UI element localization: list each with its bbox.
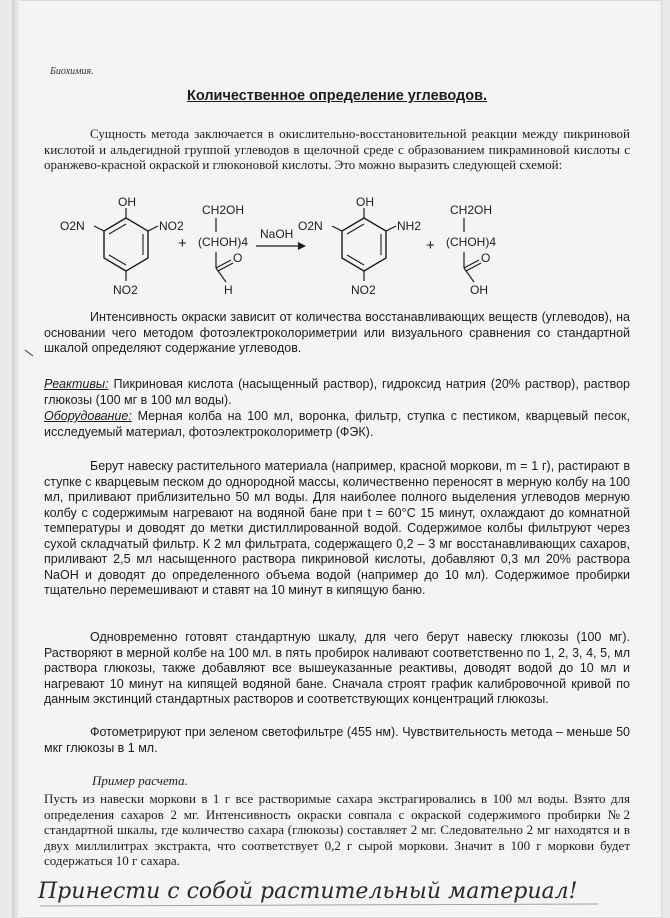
- equipment-paragraph: [44, 409, 630, 440]
- picramic-acid-structure: [298, 196, 421, 297]
- plus-sign: +: [426, 237, 435, 254]
- no2-bottom-label: NO2: [351, 283, 376, 297]
- o2n-label: O2N: [298, 219, 323, 233]
- oh-label: OH: [356, 196, 374, 209]
- example-title: Пример расчета.: [92, 773, 188, 788]
- reagents-label: Реактивы:: [44, 377, 109, 391]
- intro-paragraph: Сущность метода заключается в окислительно-восстановительной реакции между пикриновой кислотой и альдегидной группой углеводов в щелочной среде с образованием пикраминовой кислоты с оранжево-красной окраской и глюконовой кислоты. Это можно выразить следующей схемой:: [44, 126, 630, 172]
- page-title: Количественное определение углеводов.: [186, 88, 488, 104]
- chohn-label: (CHOH)4: [446, 235, 496, 249]
- photometry-paragraph: Фотометрируют при зеленом светофильтре (455 нм). Чувствительность метода – меньше 50 мкг глюкозы в 1 мл.: [44, 725, 630, 755]
- o-label: O: [233, 251, 243, 265]
- reaction-scheme: [46, 196, 646, 308]
- ch2oh-label: CH2OH: [450, 203, 493, 217]
- chohn-label: (CHOH)4: [198, 235, 248, 249]
- naoh-label: NaOH: [260, 227, 294, 241]
- example-paragraph: Пусть из навески моркови в 1 г все растворимые сахара экстрагировались в 100 мл воды. Взято для определения сахаров 2 мг. Интенсивность окраски совпала с окраской содержимого пробирки №2 стандартной шкалы, где количество сахара (глюкозы) составляет 2 мг. Следовательно 2 мг находятся и в двух миллилитрах экстракта, что соответствует 0,2 г сырой моркови. Значит в 100 г моркови будет содержаться 10 г сахара.: [44, 791, 630, 868]
- reagents-paragraph: [44, 377, 630, 408]
- ch2oh-label: CH2OH: [202, 203, 245, 217]
- color-intensity-paragraph: Интенсивность окраски зависит от количества восстанавливающих веществ (углеводов), на основании чего методом фотоэлектроколориметрии или визуального сравнения со стандартной шкалой определяют содержание углеводов.: [44, 310, 630, 355]
- margin-tick-mark: [24, 348, 34, 358]
- reagents-text: Пикриновая кислота (насыщенный раствор), гидроксид натрия (20% раствор), раствор глюкозы (100 мг в 100 мл воды).: [44, 377, 630, 407]
- nh2-label: NH2: [397, 219, 422, 233]
- no2-bottom-label: NO2: [113, 283, 138, 297]
- standard-scale-paragraph: Одновременно готовят стандартную шкалу, для чего берут навеску глюкозы (100 мг). Растворяют в мерной колбе на 100 мл. в пять пробирок наливают соответственно по 1, 2, 3, 4, 5, мл раствора глюкозы, также добавляют все вышеуказанные реактивы, доводят водой до 10 мл и нагревают 10 минут на кипящей водяной бане. Сначала строят график калибровочной кривой по данным экстинций стандартных растворов и соответствующих концентраций глюкозы.: [44, 630, 630, 706]
- h-label: H: [224, 283, 233, 297]
- equipment-label: Оборудование:: [44, 409, 132, 423]
- plus-sign: +: [178, 235, 187, 252]
- o2n-label: O2N: [60, 219, 85, 233]
- equipment-text: Мерная колба на 100 мл, воронка, фильтр, ступка с пестиком, кварцевый песок, исследуемый материал, фотоэлектроколориметр (ФЭК).: [44, 409, 630, 439]
- handwritten-note: [38, 868, 638, 914]
- document-page: [12, 0, 662, 918]
- oh-label: OH: [470, 283, 488, 297]
- oh-label: OH: [118, 196, 136, 209]
- course-label: Биохимия.: [50, 66, 94, 77]
- picric-acid-structure: [60, 196, 184, 297]
- gluconic-acid-structure: [446, 203, 496, 297]
- procedure-paragraph: Берут навеску растительного материала (например, красной моркови, m = 1 г), растирают в ступке с кварцевым песком до однородной массы, количественно переносят в мерную колбу на 100 мл, приливают приблизительно 50 мл воды. Для наиболее полного выделения углеводов мерную колбу с содержимым нагревают на водяной бане при t = 60°C 15 минут, охлаждают до комнатной температуры и доводят до метки дистиллированной водой. Содержимое колбы фильтруют через сухой складчатый фильтр. К 2 мл фильтрата, содержащего 0,2 – 3 мг восстанавливающих сахаров, приливают 2,5 мл насыщенного раствора пикриновой кислоты, добавляют 0,3 мл 20% раствора NaOH и доводят до определенного объема водой (например до 10 мл). Содержимое пробирки тщательно перемешивают и ставят на 10 минут в кипящую баню.: [44, 459, 630, 597]
- no2-label: NO2: [159, 219, 184, 233]
- o-label: O: [481, 251, 491, 265]
- glucose-structure: [198, 203, 248, 297]
- svg-text:Принести с собой растительный: Принести с собой растительный материал!: [38, 879, 578, 904]
